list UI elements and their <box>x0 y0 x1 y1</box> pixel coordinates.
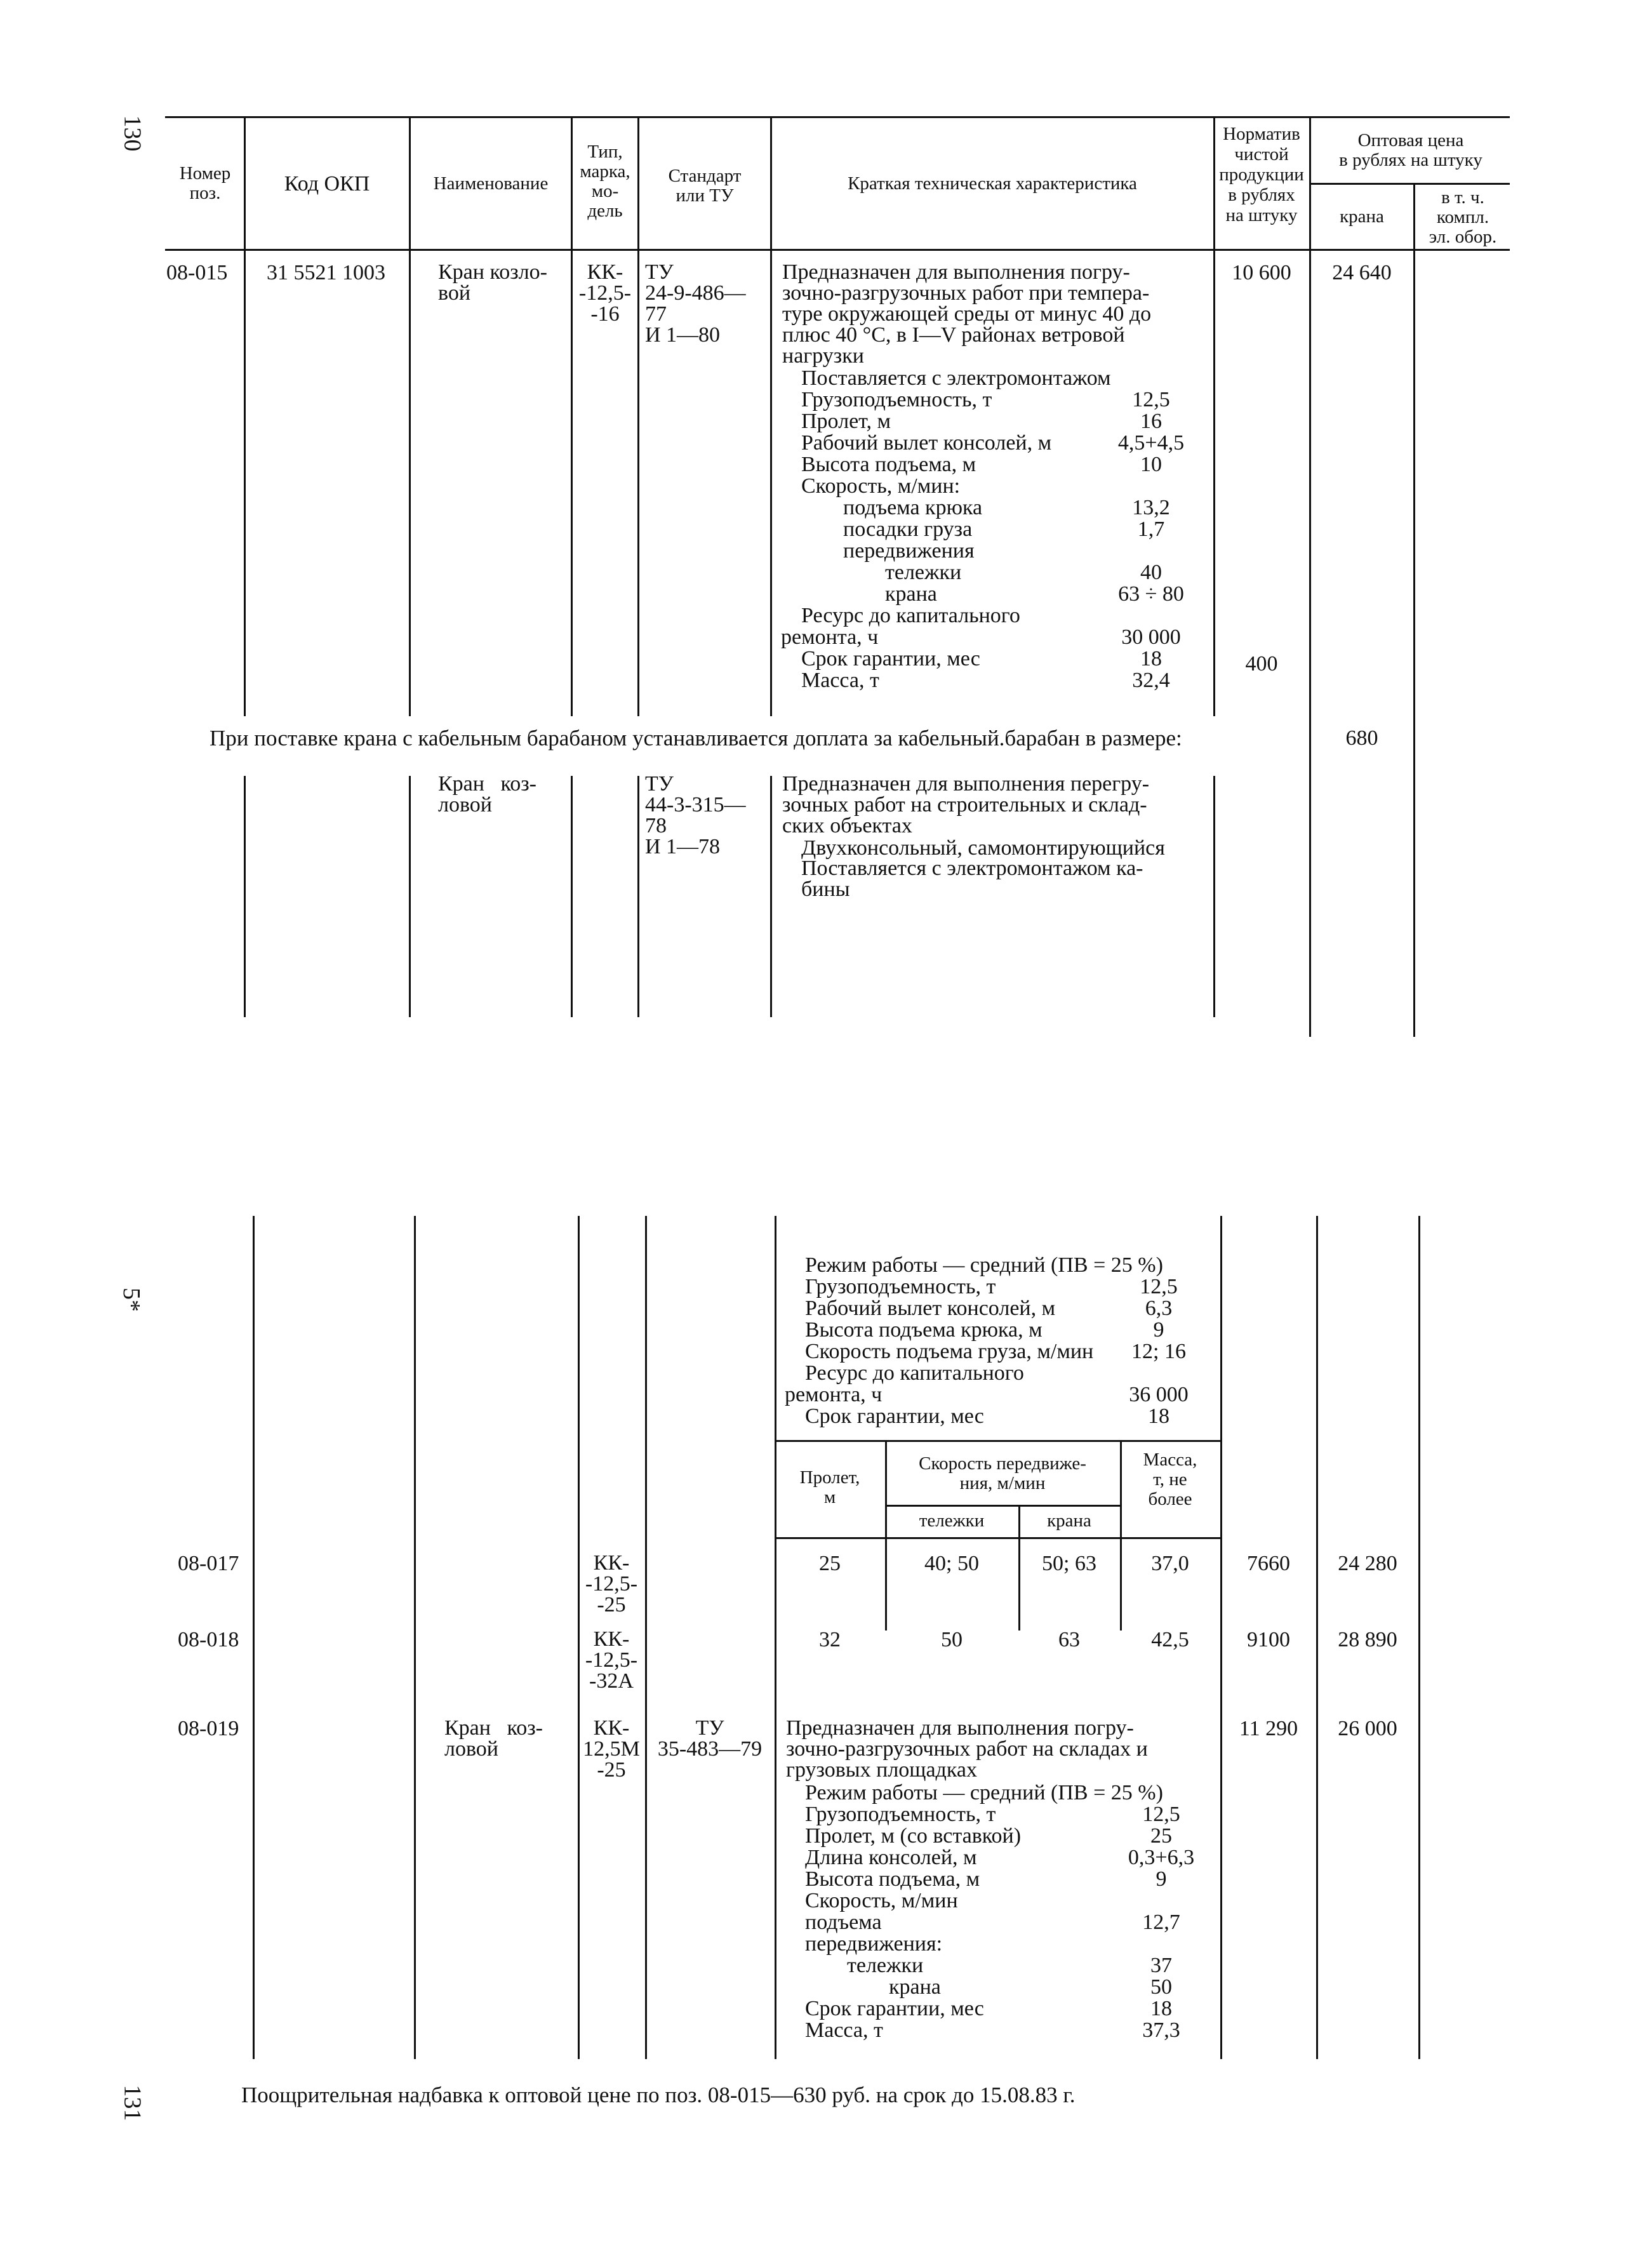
spec-label: Пролет, м <box>801 410 891 433</box>
spec-label: Масса, т <box>801 669 879 692</box>
spec-row <box>772 561 1213 583</box>
spec-label: Скорость подъема груза, м/мин <box>805 1340 1094 1363</box>
spec-label: крана <box>889 1975 941 1999</box>
spec-value: 1,7 <box>1137 517 1165 541</box>
header-divider <box>571 117 573 250</box>
spec-row <box>776 1405 1220 1427</box>
header-name: Наименование <box>433 173 549 194</box>
spec-row <box>776 1933 1220 1954</box>
surcharge-text: При поставке крана с кабельным барабаном устанавливается доплата за кабельный.барабан в размере: <box>210 726 1182 750</box>
spec-value: 4,5+4,5 <box>1117 431 1185 455</box>
subtable-top-rule <box>775 1440 1220 1442</box>
column-line <box>571 250 573 716</box>
column-line <box>1418 1216 1420 2059</box>
spec-label: Высота подъема, м <box>801 453 976 476</box>
spec-row <box>776 2019 1220 2041</box>
spec-value: 63 ÷ 80 <box>1118 582 1184 606</box>
row-08-015-norm: 10 600 <box>1232 261 1291 284</box>
spec-value: 18 <box>1140 647 1162 670</box>
spec-value: 12,5 <box>1140 1275 1178 1298</box>
spec-value: 10 <box>1140 453 1162 476</box>
spec-row <box>772 604 1213 626</box>
column-line <box>571 776 573 1017</box>
spec-row <box>772 453 1213 475</box>
group2-standard: ТУ 44-3-315— 78 И 1—78 <box>645 772 746 858</box>
row-08-015-pos: 08-015 <box>166 261 228 284</box>
row-08-015-desc: Предназначен для выполнения погру- зочно-разгрузочных работ при темпера- туре окружающей среды от минус 40 до плюс 40 °С, в I—V районах ветровой нагрузки <box>782 260 1152 368</box>
column-line <box>409 776 411 1017</box>
spec-row <box>772 583 1213 604</box>
header-divider <box>1413 184 1415 250</box>
row-08-019-type: КК- 12,5М -25 <box>583 1716 640 1782</box>
spec-row <box>776 1825 1220 1846</box>
spec-row <box>772 669 1213 691</box>
spec-row <box>776 1297 1220 1319</box>
spec-row <box>776 1340 1220 1362</box>
spec-value: 50 <box>1150 1975 1172 1999</box>
row-08-015-standard: ТУ 24-9-486— 77 И 1—80 <box>645 260 746 347</box>
row-08-019-name: Кран коз- ловой <box>444 1716 543 1761</box>
group2-desc: Предназначен для выполнения перегру- зочных работ на строительных и склад- ских объектах <box>782 772 1150 837</box>
column-line <box>645 1216 647 2059</box>
footnote: Поощрительная надбавка к оптовой цене по поз. 08-015—630 руб. на срок до 15.08.83 г. <box>241 2083 1076 2107</box>
spec-row <box>772 626 1213 648</box>
table-top-rule <box>165 116 1510 118</box>
spec-value: 40 <box>1140 561 1162 584</box>
group2-name: Кран коз- ловой <box>438 772 537 817</box>
column-line <box>244 250 246 716</box>
spec-value: 37,3 <box>1142 2018 1180 2042</box>
spec-label: Ресурс до капитального <box>805 1361 1024 1385</box>
header-pos: Номер поз. <box>179 163 231 203</box>
column-line <box>1413 250 1415 1037</box>
spec-label: передвижения <box>843 539 975 563</box>
spec-value: 0,3+6,3 <box>1128 1846 1195 1869</box>
spec-row <box>776 1911 1220 1933</box>
spec-value: 13,2 <box>1132 496 1170 519</box>
row-08-017-mass: 37,0 <box>1151 1552 1189 1575</box>
spec-row <box>772 475 1213 497</box>
spec-row <box>776 1803 1220 1825</box>
spec-label: Режим работы — средний (ПВ = 25 %) <box>805 1253 1163 1277</box>
spec-value: 25 <box>1150 1824 1172 1848</box>
header-divider <box>770 117 772 250</box>
subtable-mid-rule <box>885 1505 1120 1507</box>
spec-label: ремонта, ч <box>781 625 879 649</box>
spec-label: ремонта, ч <box>785 1383 883 1406</box>
header-price-incl: в т. ч. компл. эл. обор. <box>1429 187 1497 247</box>
header-okp: Код ОКП <box>284 172 370 196</box>
spec-row <box>772 410 1213 432</box>
subtable-mass-header: Масса, т, не более <box>1143 1450 1197 1509</box>
column-line <box>409 250 411 716</box>
spec-value: 37 <box>1150 1954 1172 1977</box>
price-sub-rule <box>1309 183 1510 185</box>
column-line <box>253 1216 255 2059</box>
spec-value: 36 000 <box>1129 1383 1189 1406</box>
column-line <box>244 776 246 1017</box>
header-divider <box>637 117 639 250</box>
row-08-017-trolley: 40; 50 <box>924 1552 979 1575</box>
spec-value: 12,7 <box>1142 1911 1180 1934</box>
spec-label: Срок гарантии, мес <box>805 1404 984 1428</box>
row-08-018-trolley: 50 <box>941 1628 963 1651</box>
surcharge-value: 680 <box>1345 726 1378 750</box>
spec-row <box>772 497 1213 518</box>
group2-specs <box>776 1254 1220 1427</box>
row-08-018-crane: 63 <box>1058 1628 1080 1651</box>
spec-label: Пролет, м (со вставкой) <box>805 1824 1022 1848</box>
column-line <box>770 776 772 1017</box>
spec-value: 18 <box>1150 1997 1172 2020</box>
spec-label: Скорость, м/мин: <box>801 474 961 498</box>
row-08-017-crane: 50; 63 <box>1042 1552 1096 1575</box>
header-price-crane: крана <box>1340 206 1384 227</box>
column-line <box>637 250 639 716</box>
page-number-top: 130 <box>119 115 146 152</box>
column-line <box>637 776 639 1017</box>
header-standard: Стандарт или ТУ <box>668 166 742 206</box>
row-08-017-norm: 7660 <box>1247 1552 1290 1575</box>
spec-row <box>772 540 1213 561</box>
spec-label: Рабочий вылет консолей, м <box>801 431 1052 455</box>
header-norm: Норматив чистой продукции в рублях на штуку <box>1219 124 1304 225</box>
spec-row <box>772 389 1213 410</box>
spec-label: Масса, т <box>805 2018 883 2042</box>
column-line <box>1309 250 1311 1037</box>
spec-label: посадки груза <box>843 517 973 541</box>
column-line <box>1213 250 1215 716</box>
spec-row <box>772 432 1213 453</box>
spec-label: Высота подъема крюка, м <box>805 1318 1042 1342</box>
spec-row <box>776 1384 1220 1405</box>
row-08-017-span: 25 <box>819 1552 841 1575</box>
spec-row <box>776 1362 1220 1384</box>
spec-row <box>776 1319 1220 1340</box>
row-08-017-pos: 08-017 <box>178 1552 239 1575</box>
header-divider <box>244 117 246 250</box>
spec-label: Высота подъема, м <box>805 1867 980 1891</box>
row-08-019-desc: Предназначен для выполнения погру- зочно-разгрузочных работ на складах и грузовых площадках <box>786 1716 1148 1782</box>
row-08-018-span: 32 <box>819 1628 841 1651</box>
spec-row <box>772 648 1213 669</box>
header-characteristic: Краткая техническая характеристика <box>848 173 1137 194</box>
row-08-018-price: 28 890 <box>1338 1628 1397 1651</box>
header-divider <box>1309 117 1311 250</box>
row-08-019-price: 26 000 <box>1338 1717 1397 1740</box>
header-type: Тип, марка, мо- дель <box>580 142 630 221</box>
row-08-018-pos: 08-018 <box>178 1628 239 1651</box>
page-mark-mid: 5* <box>118 1288 145 1312</box>
header-bottom-rule <box>165 249 1510 251</box>
row-08-019-standard: ТУ 35-483—79 <box>657 1716 763 1761</box>
spec-label: Скорость, м/мин <box>805 1889 958 1912</box>
spec-row <box>776 1276 1220 1297</box>
row-08-018-type: КК- -12,5- -32А <box>585 1627 638 1693</box>
spec-label: Грузоподъемность, т <box>805 1803 996 1826</box>
spec-label: Рабочий вылет консолей, м <box>805 1297 1056 1320</box>
spec-row <box>776 1782 1220 1803</box>
subtable-speed-header: Скорость передвиже- ния, м/мин <box>919 1453 1086 1493</box>
subtable-crane-header: крана <box>1047 1510 1091 1531</box>
row-08-017-type: КК- -12,5- -25 <box>585 1551 638 1617</box>
spec-label: Срок гарантии, мес <box>801 647 980 670</box>
spec-label: тележки <box>885 561 962 584</box>
row-08-019-norm: 11 290 <box>1239 1717 1298 1740</box>
spec-value: 9 <box>1153 1318 1164 1342</box>
row-08-015-specs <box>772 389 1213 691</box>
row-08-015-name: Кран козло- вой <box>438 260 547 305</box>
spec-label: Режим работы — средний (ПВ = 25 %) <box>805 1781 1163 1804</box>
spec-label: Ресурс до капитального <box>801 604 1020 627</box>
spec-value: 12,5 <box>1142 1803 1180 1826</box>
spec-label: Срок гарантии, мес <box>805 1997 984 2020</box>
spec-label: крана <box>885 582 937 606</box>
row-08-018-norm: 9100 <box>1247 1628 1290 1651</box>
spec-label: Грузоподъемность, т <box>801 388 992 411</box>
spec-row <box>776 1997 1220 2019</box>
row-08-015-type: КК- -12,5- -16 <box>578 260 632 326</box>
subtable-trolley-header: тележки <box>919 1510 985 1531</box>
subtable-span-header: Пролет, м <box>799 1467 860 1507</box>
spec-row <box>776 1868 1220 1890</box>
spec-label: подъема <box>805 1911 882 1934</box>
spec-label: Грузоподъемность, т <box>805 1275 996 1298</box>
page-number-bottom: 131 <box>119 2084 146 2121</box>
spec-value: 16 <box>1140 410 1162 433</box>
spec-value: 18 <box>1148 1404 1169 1428</box>
spec-label: Длина консолей, м <box>805 1846 977 1869</box>
spec-label: тележки <box>847 1954 924 1977</box>
row-08-015-supply: Поставляется с электромонтажом <box>801 366 1111 390</box>
spec-label: передвижения: <box>805 1932 943 1956</box>
row-08-018-mass: 42,5 <box>1151 1628 1189 1651</box>
spec-value: 12,5 <box>1132 388 1170 411</box>
subtable-header-rule <box>775 1537 1220 1539</box>
spec-row <box>776 1890 1220 1911</box>
spec-value: 30 000 <box>1121 625 1181 649</box>
column-line <box>414 1216 416 2059</box>
row-08-015-okp: 31 5521 1003 <box>267 261 385 284</box>
spec-row <box>776 1976 1220 1997</box>
spec-row <box>776 1254 1220 1276</box>
header-price: Оптовая цена в рублях на штуку <box>1339 130 1482 170</box>
spec-value: 12; 16 <box>1131 1340 1186 1363</box>
group2-extra1: Двухконсольный, самомонтирующийся <box>801 836 1165 860</box>
spec-value: 32,4 <box>1132 669 1170 692</box>
row-08-015-price: 24 640 <box>1332 261 1392 284</box>
row-08-015-norm-extra: 400 <box>1245 652 1278 676</box>
spec-label: подъема крюка <box>843 496 983 519</box>
spec-row <box>776 1954 1220 1976</box>
spec-value: 9 <box>1156 1867 1167 1891</box>
row-08-017-price: 24 280 <box>1338 1552 1397 1575</box>
spec-row <box>772 518 1213 540</box>
row-08-019-pos: 08-019 <box>178 1717 239 1740</box>
group2-extra2: Поставляется с электромонтажом ка- бины <box>801 857 1143 901</box>
spec-value: 6,3 <box>1145 1297 1173 1320</box>
row-08-019-specs <box>776 1782 1220 2041</box>
header-divider <box>409 117 411 250</box>
column-line <box>1213 776 1215 1017</box>
spec-row <box>776 1846 1220 1868</box>
